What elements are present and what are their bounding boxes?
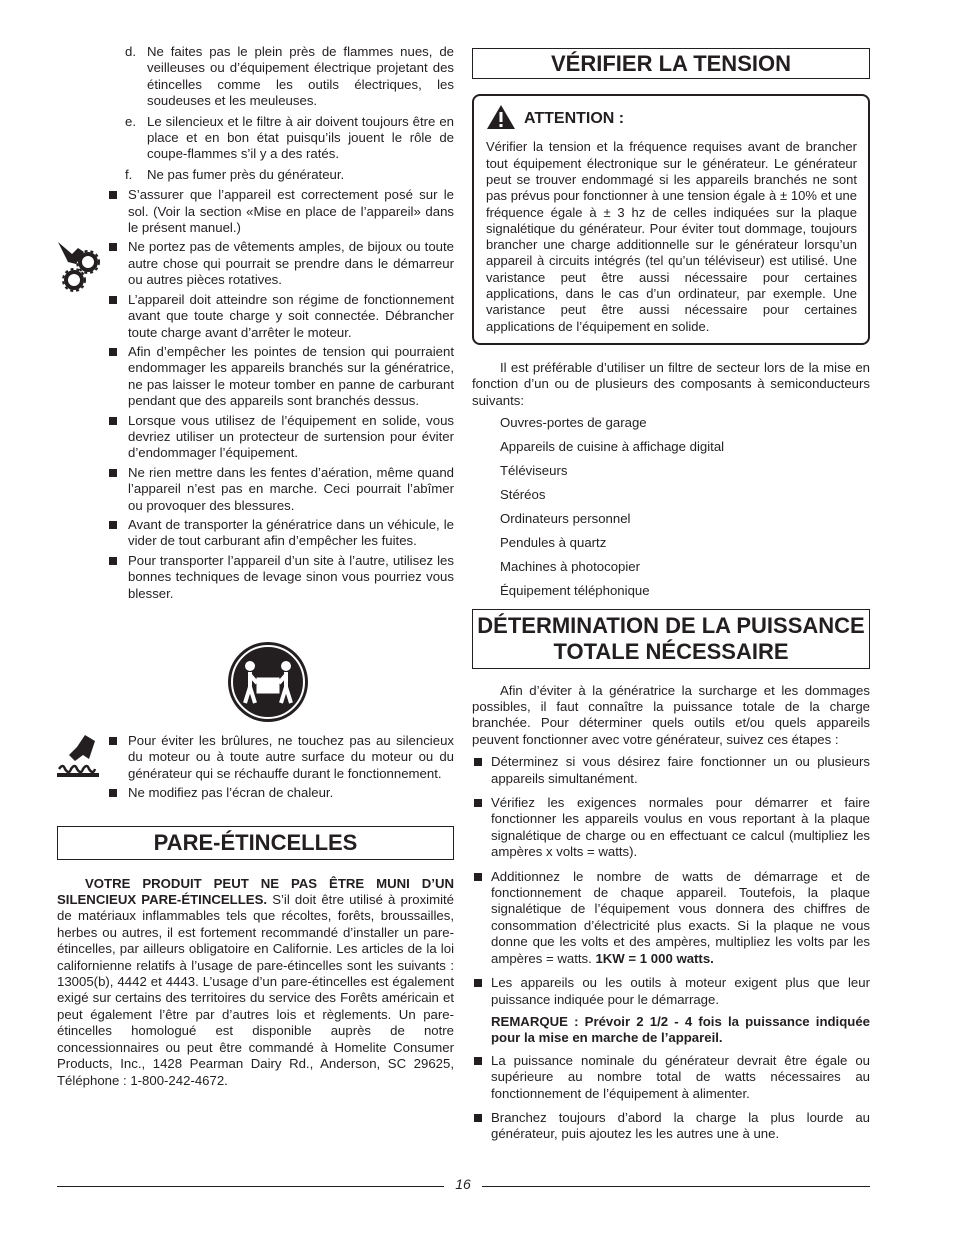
bullet-icon	[109, 348, 117, 356]
list-item: Vérifiez les exigences normales pour démarrer et faire fonctionner les appareils voulus en vous reportant à la plaque signalétique de charge ou en effectuant ce calcul (multipliez les ampères x volts = watts).	[472, 795, 870, 861]
list-item: S’assurer que l’appareil est correctement posé sur le sol. (Voir la section «Mise en place de l’appareil» dans le présent manuel.)	[109, 187, 454, 236]
list-item: Afin d’empêcher les pointes de tension qui pourraient endommager les appareils branchés sur la génératrice, ne pas laisser le moteur tomber en panne de carburant pendant que des appareils sont branchés dessus.	[109, 344, 454, 410]
section-title-spark-arrestor: PARE-ÉTINCELLES	[57, 826, 454, 860]
remark: REMARQUE : Prévoir 2 1/2 - 4 fois la puissance indiquée pour la mise en marche de l’appareil.	[491, 1013, 870, 1046]
list-item: Additionnez le nombre de watts de démarrage et de fonctionnement de chaque appareil. Toutefois, la plaque signalétique de l’équipement vous donnera des chiffres de consommation d’électricité plus exacts. Si la plaque ne vous donne que les volts et des ampères, multipliez les volts par les ampères = watts. 1KW = 1 000 watts.	[472, 869, 870, 967]
left-column-lower	[57, 733, 454, 1089]
list-item: Appareils de cuisine à affichage digital	[500, 439, 725, 455]
list-item: d. Ne faites pas le plein près de flammes nues, de veilleuses ou d’équipement électrique projetant des étincelles comme les outils électriques, les soudeuses et les meuleuses.	[125, 44, 454, 109]
list-item: Déterminez si vous désirez faire fonctionner un ou plusieurs appareils simultanément.	[472, 754, 870, 787]
list-item: Équipement téléphonique	[500, 583, 650, 599]
list-item: Téléviseurs	[500, 463, 568, 479]
list-item: Les appareils ou les outils à moteur exigent plus que leur puissance indiquée pour le démarrage.	[472, 975, 870, 1008]
bullet-icon	[109, 191, 117, 199]
right-column	[472, 48, 870, 1151]
list-item: Lorsque vous utilisez de l’équipement en solide, vous devriez utiliser un protecteur de surtension pour éviter d’endommager l’équipement.	[109, 413, 454, 462]
page-number: 16	[444, 1176, 482, 1192]
list-item: L’appareil doit atteindre son régime de fonctionnement avant que toute charge y soit connectée. Débrancher toute charge avant d’arrêter le moteur.	[109, 292, 454, 341]
attention-header: ATTENTION :	[486, 104, 857, 134]
spark-paragraph: VOTRE PRODUIT PEUT NE PAS ÊTRE MUNI D’UN SILENCIEUX PARE-ÉTINCELLES. S’il doit être utilisé à proximité de matériaux inflammables tels que récoltes, forêts, broussailles, herbes ou autres, il est fortement recommandé d’installer un pare-étincelles, par ailleurs obligatoire en Californie. Les articles de la loi californienne relatifs à l’usage de pare-étincelles sont les suivants : 13005(b), 4442 et 4443. L’usage d’un pare-étincelles est également exigé sur certains des territoires du service des Forêts américain et peut également l’être par d’autres lois et règlements. Un pare-étincelles homologué est disponible auprès de notre concessionnaires ou peut être commandé à Homelite Consumer Products, Inc., 1428 Pearman Dairy Rd., Anderson, SC 29625, Téléphone : 1-800-242-4672.	[57, 875, 455, 1088]
section-title-voltage: VÉRIFIER LA TENSION	[472, 48, 870, 79]
power-intro: Afin d’éviter à la génératrice la surcharge et les dommages possibles, il faut connaître la puissance totale de la charge branchée. Pour déterminer quels outils et/ou quels appareils peuvent fonctionner avec votre générateur, suivez ces étapes :	[472, 682, 870, 747]
list-item: Ordinateurs personnel	[500, 511, 631, 527]
bullet-icon	[109, 557, 117, 565]
two-person-lift-icon	[227, 641, 309, 728]
bullet-icon	[109, 296, 117, 304]
bullet-icon	[474, 758, 482, 766]
bullet-icon	[109, 243, 117, 251]
list-item: Machines à photocopier	[500, 559, 641, 575]
bullet-icon	[109, 789, 117, 797]
list-item: Ne modifiez pas l’écran de chaleur.	[109, 785, 454, 801]
bullet-icon	[474, 1114, 482, 1122]
warning-triangle-icon	[486, 104, 516, 134]
device-list	[472, 415, 870, 599]
attention-box	[472, 94, 870, 345]
list-item: Pendules à quartz	[500, 535, 607, 551]
list-item: Pour éviter les brûlures, ne touchez pas au silencieux du moteur ou à toute autre surface du moteur ou du générateur qui se réchauffe durant le fonctionnement.	[109, 733, 454, 782]
list-item: Ne portez pas de vêtements amples, de bijoux ou toute autre chose qui pourrait se prendre dans le démarreur ou autres pièces rotatives.	[109, 239, 454, 288]
left-column	[57, 44, 454, 605]
list-item: e. Le silencieux et le filtre à air doivent toujours être en place et en bon état puisqu’ils jouent le rôle de coupe-flammes s’il y a des ratés.	[125, 113, 454, 162]
list-item: Avant de transporter la génératrice dans un véhicule, le vider de tout carburant afin d’empêcher les fuites.	[109, 517, 454, 550]
bullet-icon	[109, 469, 117, 477]
list-item: f. Ne pas fumer près du générateur.	[125, 166, 345, 182]
section-title-power: DÉTERMINATION DE LA PUISSANCE TOTALE NÉCESSAIRE	[472, 609, 870, 669]
list-item: Pour transporter l’appareil d’un site à l’autre, utilisez les bonnes techniques de levage sinon vous pourriez vous blesser.	[109, 553, 454, 602]
list-item: Stéréos	[500, 487, 546, 503]
list-item: La puissance nominale du générateur devrait être égale ou supérieure au nombre total de watts nécessaires au fonctionnement de l’équipement à alimenter.	[472, 1053, 870, 1102]
bullet-icon	[109, 521, 117, 529]
bullet-icon	[474, 873, 482, 881]
bullet-icon	[474, 979, 482, 987]
filter-paragraph: Il est préférable d’utiliser un filtre de secteur lors de la mise en fonction d’un ou de plusieurs des composants à semiconducteurs suivants:	[472, 359, 870, 408]
bullet-icon	[109, 737, 117, 745]
entanglement-hazard-icon	[56, 238, 104, 299]
list-item: Branchez toujours d’abord la charge la plus lourde au générateur, puis ajoutez les les autres une à une.	[472, 1110, 870, 1143]
list-item: Ouvres-portes de garage	[500, 415, 647, 431]
bullet-icon	[109, 417, 117, 425]
list-item: Ne rien mettre dans les fentes d’aération, même quand l’appareil n’est pas en marche. Ceci pourrait l’abîmer ou provoquer des blessures.	[109, 465, 454, 514]
attention-text: Vérifier la tension et la fréquence requises avant de brancher tout équipement électronique sur le générateur. Le générateur peut se trouver endommagé si les appareils branchés ne sont pas prévus pour fonctionner à une tension égale à ± 10% et une fréquence égale à ± 3 hz de celles indiquées sur la plaque signalétique du générateur. Pour éviter tout dommage, toujours brancher une charge additionnelle sur le générateur lorsqu’un appareil à circuits intégrés (tel qu’un téléviseur) est utilisé. Une varistance peut être aussi nécessaire pour certaines applications, dans le cas d’un ordinateur, par exemple. Une varistance peut être aussi nécessaire pour certaines applications de l’équipement en solide.	[486, 139, 857, 334]
bullet-icon	[474, 799, 482, 807]
bullet-icon	[474, 1057, 482, 1065]
